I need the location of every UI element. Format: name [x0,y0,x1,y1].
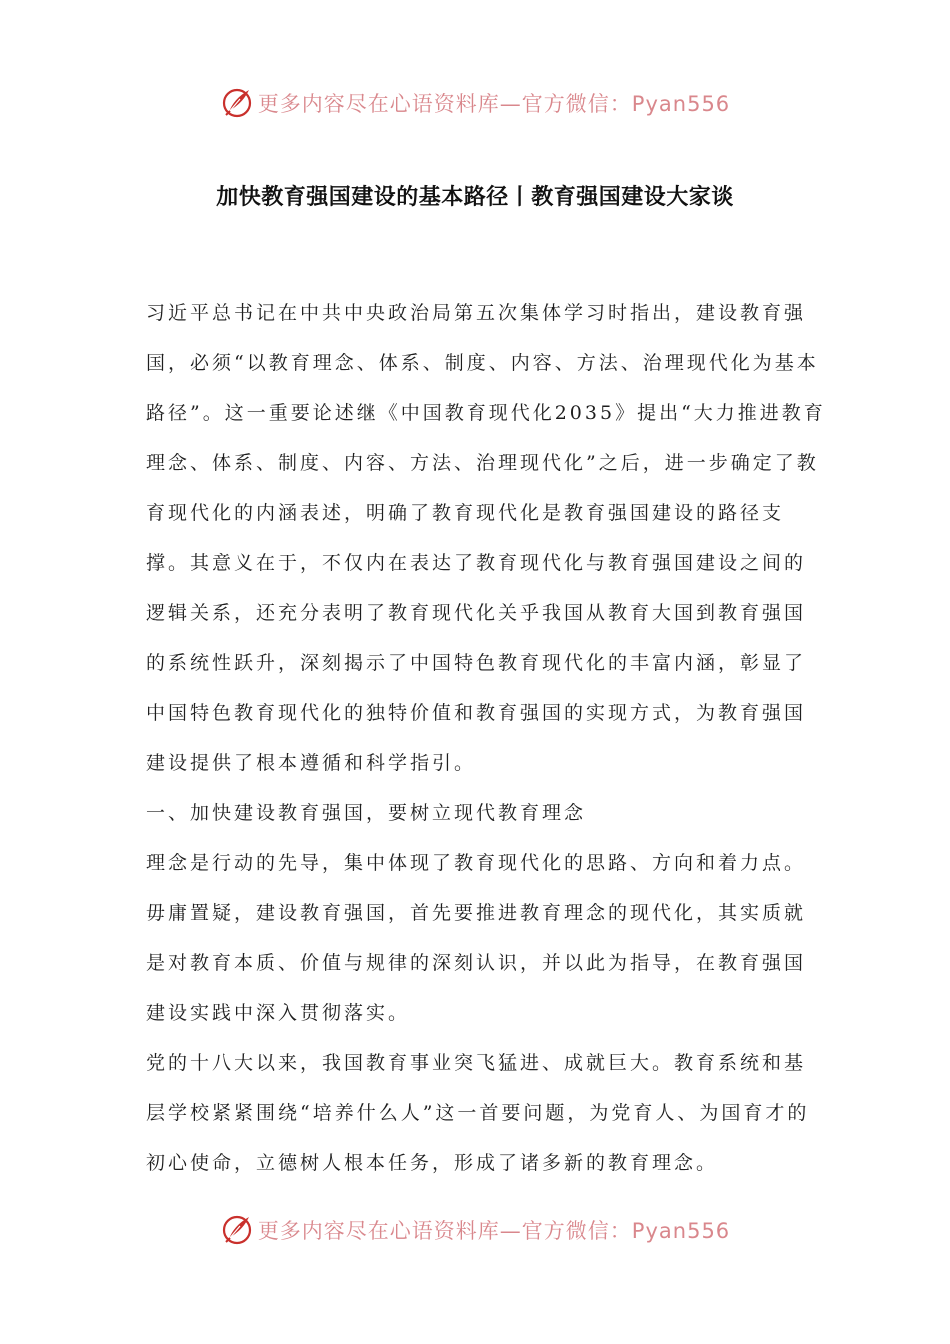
feather-pen-logo-icon [220,86,254,120]
banner-text: 更多内容尽在心语资料库—官方微信：Pyan556 [257,92,731,116]
document-body [146,288,826,1188]
paragraph-concept: 理念是行动的先导，集中体现了教育现代化的思路、方向和着力点。毋庸置疑，建设教育强国，首先要推进教育理念的现代化，其实质就是对教育本质、价值与规律的深刻认识，并以此为指导，在教育强国建设实践中深入贯彻落实。 [146,852,807,1024]
footer-banner [0,1208,950,1252]
paragraph-achievements: 党的十八大以来，我国教育事业突飞猛进、成就巨大。教育系统和基层学校紧紧围绕“培养什么人”这一首要问题，为党育人、为国育才的初心使命，立德树人根本任务，形成了诸多新的教育理念。 [146,1052,810,1174]
banner-text: 更多内容尽在心语资料库—官方微信：Pyan556 [257,1219,731,1243]
document-title: 加快教育强国建设的基本路径丨教育强国建设大家谈 [216,185,734,210]
paragraph-intro: 习近平总书记在中共中央政治局第五次集体学习时指出，建设教育强国，必须“以教育理念、体系、制度、内容、方法、治理现代化为基本路径”。这一重要论述继《中国教育现代化2035》提出“大力推进教育理念、体系、制度、内容、方法、治理现代化”之后，进一步确定了教育现代化的内涵表述，明确了教育现代化是教育强国建设的路径支撑。其意义在于，不仅内在表达了教育现代化与教育强国建设之间的逻辑关系，还充分表明了教育现代化关乎我国从教育大国到教育强国的系统性跃升，深刻揭示了中国特色教育现代化的丰富内涵，彰显了中国特色教育现代化的独特价值和教育强国的实现方式，为教育强国建设提供了根本遵循和科学指引。 [146,302,826,774]
section-heading-1: 一、加快建设教育强国，要树立现代教育理念 [146,802,587,824]
feather-pen-logo-icon [220,1213,254,1247]
header-banner [0,81,950,125]
